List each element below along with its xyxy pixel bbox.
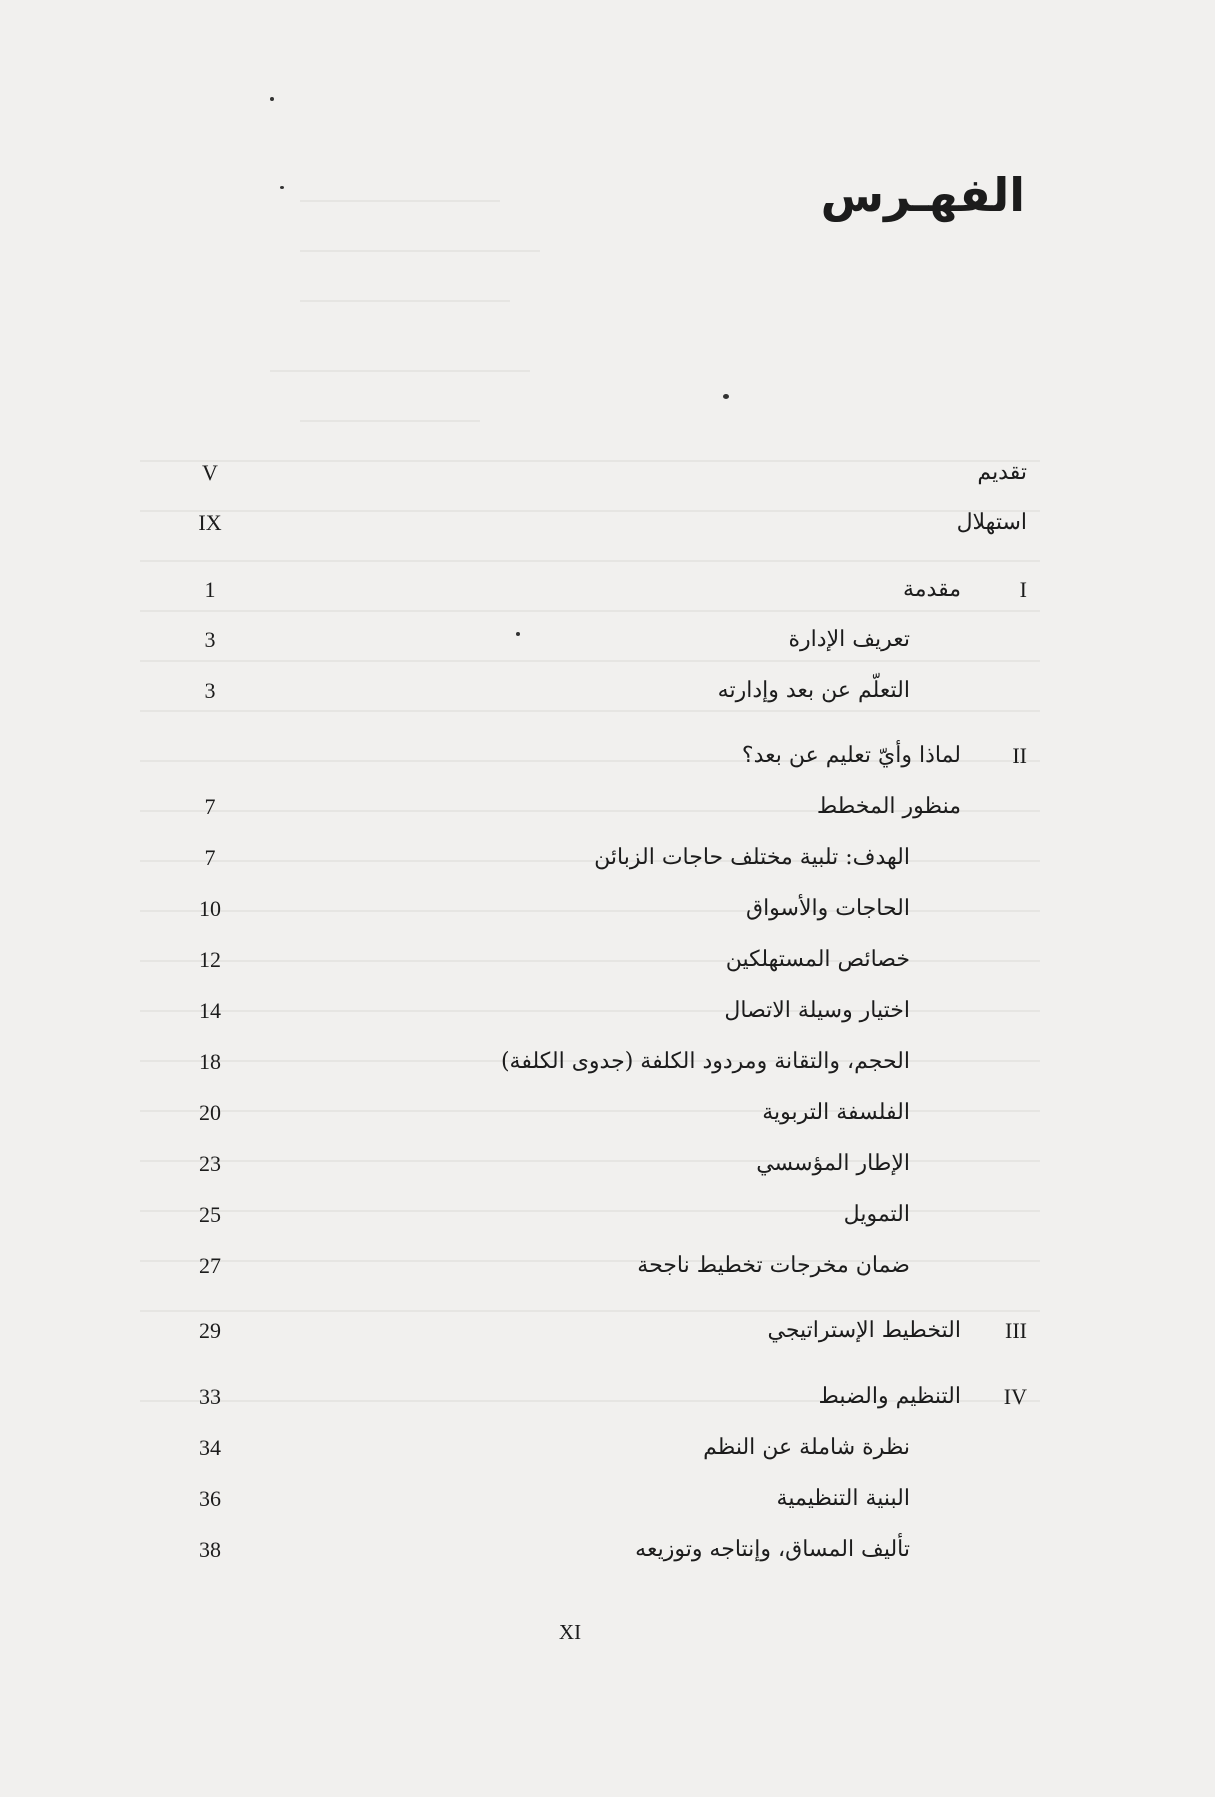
entry-label: التمويل: [843, 1202, 910, 1227]
page-number: 36: [199, 1486, 221, 1511]
page-number: 10: [199, 896, 221, 921]
entry-label: تأليف المساق، وإنتاجه وتوزيعه: [635, 1537, 910, 1562]
bleed-mark: [140, 660, 1040, 662]
chapter-number: II: [1012, 743, 1027, 768]
page-number: 3: [204, 627, 216, 652]
bleed-mark: [300, 200, 500, 202]
entry-label: خصائص المستهلكين: [725, 947, 910, 972]
page-number: 25: [199, 1202, 221, 1227]
page-number: 23: [199, 1151, 221, 1176]
page-title: الفهـرس: [820, 168, 1025, 222]
toc-entry: [0, 1246, 1215, 1286]
page-number: IX: [198, 510, 222, 535]
page-number: 20: [199, 1100, 221, 1125]
page-number: 34: [199, 1435, 221, 1460]
entry-label: لماذا وأيّ تعليم عن بعد؟: [741, 743, 961, 768]
toc-entry: [0, 787, 1215, 827]
toc-entry: [0, 1144, 1215, 1184]
bleed-mark: [140, 560, 1040, 562]
entry-label: الفلسفة التربوية: [762, 1100, 910, 1125]
page-number: 3: [204, 678, 216, 703]
dust-speck: [270, 97, 274, 101]
bleed-mark: [140, 610, 1040, 612]
toc-entry: [0, 991, 1215, 1031]
page-number: 38: [199, 1537, 221, 1562]
toc-entry: [0, 1530, 1215, 1570]
entry-label: التخطيط الإستراتيجي: [767, 1318, 961, 1343]
toc-entry: [0, 453, 1215, 493]
entry-label: نظرة شاملة عن النظم: [703, 1435, 910, 1460]
entry-label: تقديم: [977, 460, 1027, 485]
toc-entry: [0, 620, 1215, 660]
entry-label: ضمان مخرجات تخطيط ناجحة: [637, 1253, 910, 1278]
entry-label: تعريف الإدارة: [788, 627, 910, 652]
page-folio: XI: [558, 1620, 582, 1644]
toc-entry: [0, 1042, 1215, 1082]
bleed-mark: [300, 420, 480, 422]
entry-label: البنية التنظيمية: [776, 1486, 910, 1511]
entry-label: الحاجات والأسواق: [746, 896, 910, 921]
chapter-number: I: [1019, 577, 1027, 602]
toc-entry: [0, 736, 1215, 776]
chapter-number: III: [1005, 1318, 1027, 1343]
toc-entry: [0, 1479, 1215, 1519]
toc-entry: [0, 1093, 1215, 1133]
toc-entry: [0, 503, 1215, 543]
dust-speck: [280, 186, 284, 189]
toc-entry: [0, 838, 1215, 878]
entry-label: استهلال: [956, 510, 1027, 535]
toc-entry: [0, 1377, 1215, 1417]
dust-speck: [723, 394, 729, 399]
page-number: 1: [204, 577, 216, 602]
toc-entry: [0, 1195, 1215, 1235]
toc-entry: [0, 570, 1215, 610]
bleed-mark: [300, 250, 540, 252]
page-number: 29: [199, 1318, 221, 1343]
toc-entry: [0, 1311, 1215, 1351]
entry-label: التنظيم والضبط: [818, 1384, 961, 1409]
page-number: V: [202, 460, 218, 485]
page-number: 14: [199, 998, 221, 1023]
entry-label: التعلّم عن بعد وإدارته: [717, 678, 910, 703]
page-number: 7: [204, 845, 216, 870]
page-number: 12: [199, 947, 221, 972]
toc-entry: [0, 671, 1215, 711]
page-number: 7: [204, 794, 216, 819]
entry-label: منظور المخطط: [816, 794, 961, 819]
entry-label: مقدمة: [902, 577, 961, 602]
page-number: 27: [199, 1253, 221, 1278]
entry-label: الإطار المؤسسي: [756, 1151, 910, 1176]
entry-label: الهدف: تلبية مختلف حاجات الزبائن: [594, 845, 910, 870]
toc-entry: [0, 1428, 1215, 1468]
toc-entry: [0, 889, 1215, 929]
toc-entry: [0, 940, 1215, 980]
bleed-mark: [270, 370, 530, 372]
page-number: 33: [199, 1384, 221, 1409]
bleed-mark: [300, 300, 510, 302]
entry-label: الحجم، والتقانة ومردود الكلفة (جدوى الكلفة): [500, 1049, 910, 1074]
chapter-number: IV: [1003, 1384, 1027, 1409]
page-number: 18: [199, 1049, 221, 1074]
entry-label: اختيار وسيلة الاتصال: [724, 998, 910, 1023]
